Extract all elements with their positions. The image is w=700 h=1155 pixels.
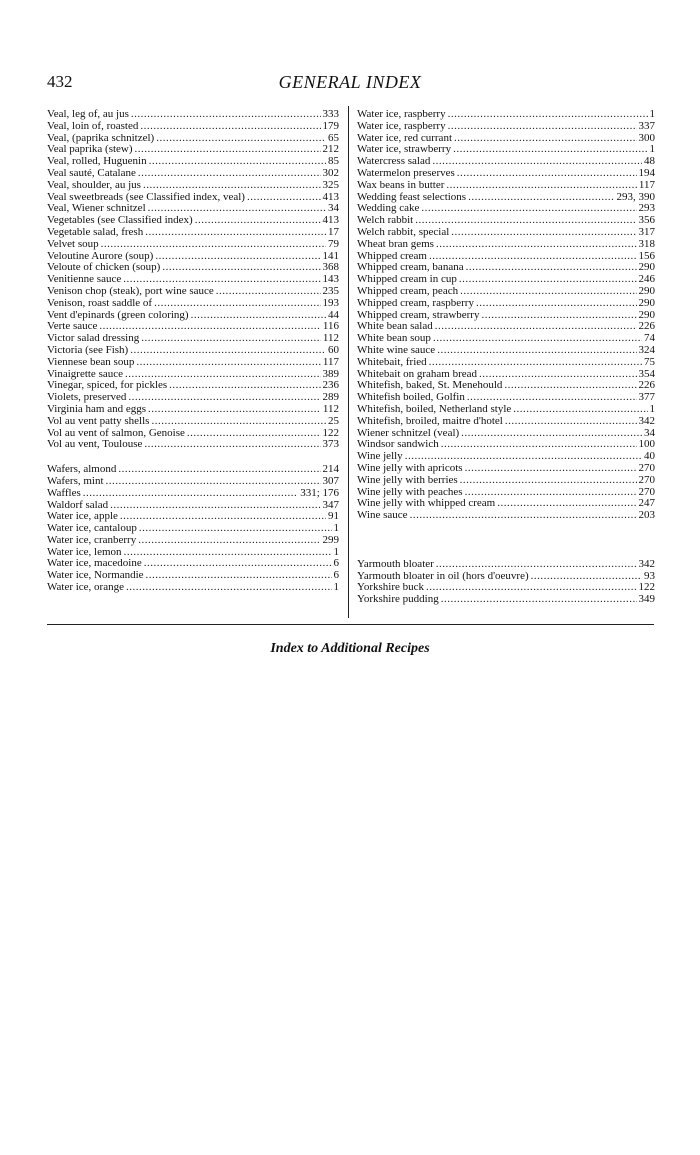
entry-term: Veloute of chicken (soup) [47, 261, 161, 274]
index-entry [47, 121, 339, 133]
index-entry [47, 345, 339, 357]
entry-page-number: 377 [638, 391, 655, 404]
entry-page-number: 373 [322, 438, 339, 451]
dot-leader [454, 133, 637, 145]
entry-term: Wine sauce [357, 509, 408, 522]
dot-leader [479, 369, 636, 381]
entry-term: Wafers, almond [47, 463, 117, 476]
entry-term: Whipped cream, banana [357, 261, 464, 274]
entry-page-number: 117 [322, 355, 339, 368]
index-entry [357, 298, 655, 310]
entry-term: Wedding cake [357, 202, 420, 215]
entry-page-number: 85 [328, 155, 339, 168]
entry-page-number: 236 [322, 379, 339, 392]
entry-page-number: 112 [322, 402, 339, 415]
entry-page-number: 318 [638, 237, 655, 250]
entry-term: Yorkshire buck [357, 581, 425, 594]
dot-leader [461, 428, 642, 440]
dot-leader [429, 357, 642, 369]
entry-page-number: 48 [644, 155, 655, 168]
entry-term: Wedding feast selections [357, 190, 467, 203]
entry-page-number: 349 [638, 593, 655, 606]
dot-leader [481, 310, 636, 322]
entry-page-number: 143 [322, 273, 339, 286]
dot-leader [148, 404, 321, 416]
entry-page-number: 307 [322, 474, 339, 487]
entry-term: Vegetable salad, fresh [47, 225, 144, 238]
dot-leader [162, 262, 320, 274]
entry-page-number: 203 [638, 509, 655, 522]
entry-term: Water ice, orange [47, 581, 124, 594]
entry-term: Whipped cream in cup [357, 273, 457, 286]
entry-page-number: 247 [638, 497, 655, 510]
entry-term: Welch rabbit [357, 214, 414, 227]
dot-leader [143, 180, 321, 192]
entry-page-number: 6 [333, 569, 339, 582]
dot-leader [466, 262, 637, 274]
dot-leader [446, 180, 637, 192]
entry-term: Water ice, cantaloup [47, 522, 137, 535]
index-entry [47, 439, 339, 451]
entry-page-number: 1 [333, 522, 339, 535]
index-entry [357, 475, 655, 487]
dot-leader [118, 464, 320, 476]
dot-leader [155, 251, 320, 263]
dot-leader [457, 168, 637, 180]
dot-leader [433, 333, 642, 345]
dot-leader [169, 380, 320, 392]
dot-leader [436, 559, 637, 571]
dot-leader [145, 227, 326, 239]
entry-term: Waffles [47, 486, 81, 499]
dot-leader [453, 144, 647, 156]
dot-leader [451, 227, 636, 239]
entry-term: Velvet soup [47, 237, 99, 250]
dot-leader [154, 298, 320, 310]
entry-page-number: 300 [638, 131, 655, 144]
index-entry [47, 227, 339, 239]
dot-leader [136, 357, 321, 369]
entry-term: Water ice, Normandie [47, 569, 144, 582]
entry-term: Veal, shoulder, au jus [47, 178, 141, 191]
entry-term: Victor salad dressing [47, 332, 140, 345]
additional-recipes-heading: Index to Additional Recipes [270, 641, 430, 656]
entry-term: Vinaigrette sauce [47, 367, 123, 380]
index-entry [357, 463, 655, 475]
entry-page-number: 226 [638, 320, 655, 333]
dot-leader [513, 404, 647, 416]
entry-term: Wax beans in butter [357, 178, 445, 191]
entry-page-number: 60 [328, 343, 339, 356]
dot-leader [195, 215, 321, 227]
bottom-rule [47, 624, 654, 625]
entry-page-number: 34 [328, 202, 339, 215]
entry-term: Water ice, macedoine [47, 557, 142, 570]
dot-leader [468, 192, 614, 204]
dot-leader [140, 121, 320, 133]
dot-leader [247, 192, 321, 204]
entry-term: Venison, roast saddle of [47, 296, 153, 309]
entry-page-number: 193 [322, 296, 339, 309]
index-entry [47, 488, 339, 500]
entry-page-number: 337 [638, 119, 655, 132]
entry-term: Yarmouth bloater [357, 557, 434, 570]
entry-page-number: 356 [638, 214, 655, 227]
entry-page-number: 25 [328, 414, 339, 427]
index-group-v [47, 109, 339, 451]
index-entry [357, 594, 655, 606]
dot-leader [149, 156, 326, 168]
dot-leader [156, 133, 326, 145]
index-group-w [47, 464, 339, 594]
entry-term: Water ice, red currant [357, 131, 452, 144]
index-entry [47, 535, 339, 547]
entry-term: White bean soup [357, 332, 431, 345]
entry-page-number: 246 [638, 273, 655, 286]
entry-term: Whitefish boiled, Golfin [357, 391, 465, 404]
entry-page-number: 156 [638, 249, 655, 262]
index-entry [357, 404, 655, 416]
index-entry [47, 416, 339, 428]
entry-term: Water ice, lemon [47, 545, 122, 558]
running-title: GENERAL INDEX [278, 72, 422, 92]
dot-leader [138, 535, 320, 547]
entry-page-number: 331; 176 [300, 486, 339, 499]
entry-page-number: 1 [649, 402, 655, 415]
entry-term: Yarmouth bloater in oil (hors d'oeuvre) [357, 569, 529, 582]
entry-page-number: 122 [638, 581, 655, 594]
index-entry [47, 239, 339, 251]
dot-leader [191, 310, 326, 322]
entry-page-number: 324 [638, 343, 655, 356]
entry-page-number: 270 [638, 485, 655, 498]
entry-page-number: 116 [322, 320, 339, 333]
dot-leader [187, 428, 321, 440]
entry-page-number: 342 [638, 414, 655, 427]
entry-term: Wine jelly with berries [357, 473, 458, 486]
index-entry [357, 168, 655, 180]
entry-page-number: 290 [638, 308, 655, 321]
entry-term: Victoria (see Fish) [47, 343, 129, 356]
dot-leader [437, 345, 636, 357]
entry-page-number: 325 [322, 178, 339, 191]
entry-page-number: 75 [644, 355, 655, 368]
entry-page-number: 1 [649, 143, 655, 156]
dot-leader [120, 511, 326, 523]
index-entry [357, 180, 655, 192]
index-entry [357, 357, 655, 369]
index-entry [47, 168, 339, 180]
index-entry [357, 510, 655, 522]
entry-page-number: 93 [644, 569, 655, 582]
index-entry [357, 121, 655, 133]
dot-leader [426, 582, 636, 594]
dot-leader [476, 298, 637, 310]
entry-term: Vent d'epinards (green coloring) [47, 308, 189, 321]
entry-page-number: 270 [638, 461, 655, 474]
entry-term: Wine jelly [357, 450, 403, 463]
entry-page-number: 1 [333, 545, 339, 558]
entry-term: Water ice, cranberry [47, 533, 137, 546]
dot-leader [460, 475, 637, 487]
entry-term: Verte sauce [47, 320, 98, 333]
entry-term: Vol au vent, Toulouse [47, 438, 143, 451]
entry-page-number: 141 [322, 249, 339, 262]
entry-term: Whitebait on graham bread [357, 367, 478, 380]
entry-term: Whipped cream, strawberry [357, 308, 480, 321]
entry-page-number: 117 [638, 178, 655, 191]
group-spacer [357, 522, 655, 559]
index-entry [357, 286, 655, 298]
entry-page-number: 44 [328, 308, 339, 321]
entry-term: Veal sauté, Catalane [47, 166, 136, 179]
index-entry [47, 357, 339, 369]
index-column-right [357, 109, 655, 606]
index-entry [47, 476, 339, 488]
entry-page-number: 270 [638, 473, 655, 486]
index-entry [47, 582, 339, 594]
index-entry [47, 298, 339, 310]
dot-leader [101, 239, 326, 251]
dot-leader [83, 488, 298, 500]
entry-term: Viennese bean soup [47, 355, 135, 368]
dot-leader [497, 498, 636, 510]
dot-leader [138, 168, 321, 180]
entry-page-number: 290 [638, 284, 655, 297]
index-entry [47, 286, 339, 298]
entry-term: Waldorf salad [47, 498, 109, 511]
entry-page-number: 389 [322, 367, 339, 380]
entry-page-number: 112 [322, 332, 339, 345]
entry-term: Veal, loin of, roasted [47, 119, 139, 132]
dot-leader [505, 416, 637, 428]
entry-term: Whitefish, broiled, maitre d'hotel [357, 414, 503, 427]
entry-page-number: 302 [322, 166, 339, 179]
entry-term: Wiener schnitzel (veal) [357, 426, 460, 439]
entry-term: Water ice, raspberry [357, 108, 446, 120]
dot-leader [441, 439, 637, 451]
index-entry [357, 416, 655, 428]
index-group-w-continued [357, 109, 655, 522]
dot-leader [151, 416, 326, 428]
entry-page-number: 235 [322, 284, 339, 297]
dot-leader [459, 274, 637, 286]
dot-leader [141, 333, 321, 345]
entry-term: Veal, (paprika schnitzel) [47, 131, 155, 144]
index-entry [357, 239, 655, 251]
index-entry [47, 404, 339, 416]
dot-leader [531, 571, 642, 583]
dot-leader [110, 500, 320, 512]
column-divider [348, 106, 349, 618]
entry-page-number: 40 [644, 450, 655, 463]
entry-term: Whipped cream [357, 249, 427, 262]
entry-term: Virginia ham and eggs [47, 402, 147, 415]
entry-page-number: 299 [322, 533, 339, 546]
dot-leader [135, 144, 321, 156]
dot-leader [128, 392, 320, 404]
dot-leader [139, 523, 332, 535]
dot-leader [436, 239, 637, 251]
entry-term: Vol au vent patty shells [47, 414, 150, 427]
entry-term: Whitefish, baked, St. Menehould [357, 379, 503, 392]
entry-page-number: 91 [328, 510, 339, 523]
entry-term: Veal, Wiener schnitzel [47, 202, 146, 215]
dot-leader [448, 109, 648, 121]
entry-term: White bean salad [357, 320, 433, 333]
entry-term: Water ice, strawberry [357, 143, 452, 156]
entry-page-number: 290 [638, 296, 655, 309]
page-header [47, 72, 653, 96]
entry-term: White wine sauce [357, 343, 436, 356]
entry-term: Vinegar, spiced, for pickles [47, 379, 168, 392]
index-entry [357, 559, 655, 571]
dot-leader [432, 156, 642, 168]
entry-page-number: 214 [322, 463, 339, 476]
page-number: 432 [47, 72, 73, 91]
entry-term: Veal sweetbreads (see Classified index, veal) [47, 190, 245, 203]
entry-term: Violets, preserved [47, 391, 127, 404]
entry-page-number: 413 [322, 190, 339, 203]
dot-leader [131, 109, 321, 121]
entry-term: Yorkshire pudding [357, 593, 439, 606]
entry-page-number: 179 [322, 119, 339, 132]
dot-leader [421, 203, 636, 215]
entry-page-number: 65 [328, 131, 339, 144]
entry-page-number: 368 [322, 261, 339, 274]
entry-term: Whipped cream, raspberry [357, 296, 474, 309]
entry-page-number: 122 [322, 426, 339, 439]
entry-page-number: 290 [638, 261, 655, 274]
entry-term: Wine jelly with peaches [357, 485, 463, 498]
dot-leader [106, 476, 321, 488]
entry-page-number: 79 [328, 237, 339, 250]
dot-leader [124, 547, 332, 559]
entry-term: Welch rabbit, special [357, 225, 450, 238]
entry-term: Veloutine Aurore (soup) [47, 249, 154, 262]
dot-leader [441, 594, 637, 606]
entry-term: Veal, rolled, Huguenin [47, 155, 147, 168]
dot-leader [448, 121, 637, 133]
entry-term: Whitefish, boiled, Netherland style [357, 402, 512, 415]
entry-term: Whipped cream, peach [357, 284, 459, 297]
entry-page-number: 226 [638, 379, 655, 392]
dot-leader [126, 582, 332, 594]
entry-page-number: 74 [644, 332, 655, 345]
dot-leader [130, 345, 326, 357]
index-column-left [47, 109, 339, 594]
entry-term: Venitienne sauce [47, 273, 122, 286]
entry-term: Vegetables (see Classified index) [47, 214, 193, 227]
entry-term: Wafers, mint [47, 474, 104, 487]
entry-page-number: 293, 390 [616, 190, 655, 203]
index-entry [357, 345, 655, 357]
entry-term: Wine jelly with apricots [357, 461, 463, 474]
dot-leader [410, 510, 637, 522]
dot-leader [144, 439, 320, 451]
entry-term: Watercress salad [357, 155, 431, 168]
entry-page-number: 1 [333, 581, 339, 594]
entry-term: Veal paprika (stew) [47, 143, 133, 156]
entry-term: Windsor sandwich [357, 438, 439, 451]
entry-page-number: 333 [322, 108, 339, 120]
dot-leader [144, 558, 332, 570]
entry-page-number: 6 [333, 557, 339, 570]
entry-page-number: 289 [322, 391, 339, 404]
index-entry [47, 180, 339, 192]
entry-page-number: 354 [638, 367, 655, 380]
entry-term: Watermelon preserves [357, 166, 455, 179]
index-entry [357, 227, 655, 239]
dot-leader [504, 380, 636, 392]
entry-term: Water ice, raspberry [357, 119, 446, 132]
entry-page-number: 1 [649, 108, 655, 120]
entry-page-number: 17 [328, 225, 339, 238]
entry-term: Water ice, apple [47, 510, 118, 523]
entry-term: Wheat bran gems [357, 237, 434, 250]
dot-leader [435, 321, 637, 333]
entry-page-number: 347 [322, 498, 339, 511]
entry-term: Venison chop (steak), port wine sauce [47, 284, 214, 297]
dot-leader [460, 286, 636, 298]
entry-page-number: 100 [638, 438, 655, 451]
entry-page-number: 317 [638, 225, 655, 238]
entry-page-number: 293 [638, 202, 655, 215]
entry-term: Veal, leg of, au jus [47, 108, 129, 120]
entry-term: Wine jelly with whipped cream [357, 497, 496, 510]
entry-page-number: 342 [638, 557, 655, 570]
entry-page-number: 34 [644, 426, 655, 439]
dot-leader [146, 570, 332, 582]
entry-term: Whitebait, fried [357, 355, 427, 368]
entry-page-number: 413 [322, 214, 339, 227]
entry-page-number: 194 [638, 166, 655, 179]
dot-leader [216, 286, 321, 298]
entry-term: Vol au vent of salmon, Genoise [47, 426, 185, 439]
entry-page-number: 212 [322, 143, 339, 156]
index-group-y [357, 559, 655, 606]
dot-leader [465, 463, 637, 475]
